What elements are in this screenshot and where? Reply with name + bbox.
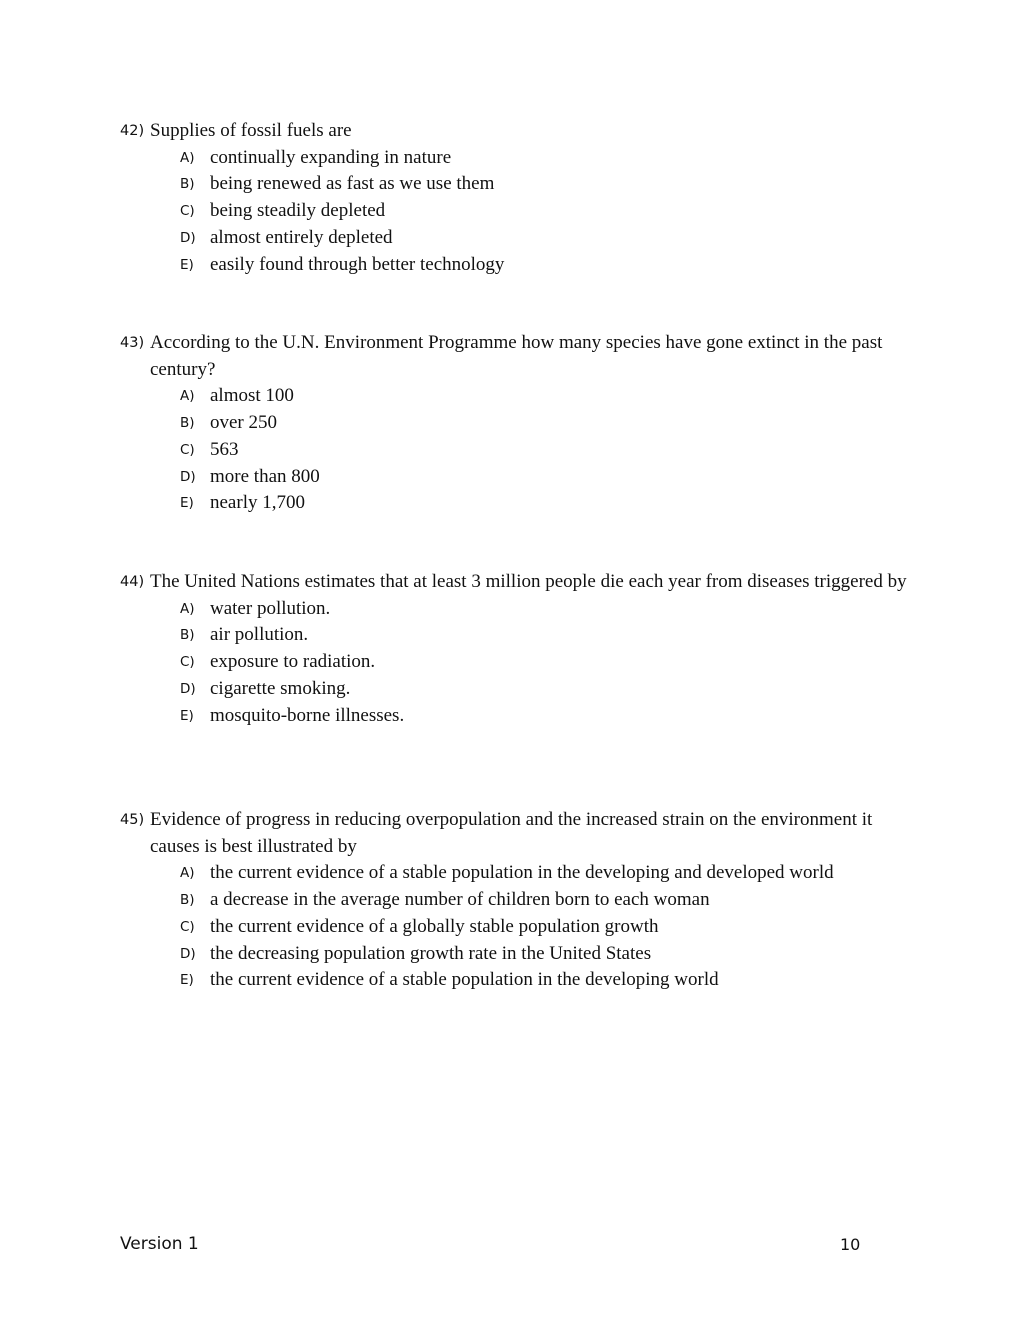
option-text: 563	[210, 438, 239, 460]
option-letter: D)	[180, 468, 196, 485]
answer-option	[120, 225, 910, 252]
answer-option	[120, 967, 910, 994]
option-text: the current evidence of a stable population in the developing world	[210, 969, 719, 991]
answer-option	[120, 198, 910, 225]
option-text: the current evidence of a stable population in the developing and developed world	[210, 862, 834, 884]
option-letter: C)	[180, 203, 195, 220]
answer-option	[120, 860, 910, 887]
question-44	[120, 569, 910, 729]
answer-option	[120, 703, 910, 730]
question-number: 42)	[120, 123, 145, 139]
answer-option	[120, 145, 910, 172]
answer-options	[120, 860, 910, 994]
option-letter: D)	[180, 229, 196, 246]
option-text: air pollution.	[210, 624, 309, 646]
question-43	[120, 330, 910, 517]
answer-options	[120, 145, 910, 279]
option-text: a decrease in the average number of children born to each woman	[210, 889, 710, 911]
answer-option	[120, 490, 910, 517]
question-number: 45)	[120, 812, 145, 828]
option-text: easily found through better technology	[210, 253, 505, 275]
question-stem	[120, 118, 910, 145]
question-number: 44)	[120, 574, 145, 590]
option-text: the decreasing population growth rate in the United States	[210, 942, 652, 964]
option-text: mosquito-borne illnesses.	[210, 704, 405, 726]
option-letter: A)	[180, 865, 195, 882]
question-45	[120, 807, 910, 994]
option-text: nearly 1,700	[210, 492, 305, 514]
option-letter: E)	[180, 256, 194, 273]
footer-page-number: 10	[840, 1235, 861, 1254]
option-text: the current evidence of a globally stable population growth	[210, 915, 659, 937]
option-letter: B)	[180, 627, 195, 644]
question-stem	[120, 330, 910, 383]
option-text: water pollution.	[210, 597, 331, 619]
option-letter: D)	[180, 680, 196, 697]
answer-option	[120, 649, 910, 676]
answer-option	[120, 887, 910, 914]
question-42	[120, 118, 910, 278]
answer-option	[120, 622, 910, 649]
option-letter: A)	[180, 600, 195, 617]
answer-option	[120, 914, 910, 941]
answer-option	[120, 676, 910, 703]
option-letter: B)	[180, 176, 195, 193]
question-text: Evidence of progress in reducing overpopulation and the increased strain on the environment it causes is best illustrated by	[150, 809, 873, 857]
option-letter: A)	[180, 149, 195, 166]
option-letter: B)	[180, 892, 195, 909]
option-letter: B)	[180, 415, 195, 432]
question-text: Supplies of fossil fuels are	[150, 120, 352, 141]
option-text: being renewed as fast as we use them	[210, 173, 495, 195]
answer-option	[120, 437, 910, 464]
answer-option	[120, 252, 910, 279]
option-text: over 250	[210, 412, 278, 434]
option-letter: E)	[180, 972, 194, 989]
option-text: cigarette smoking.	[210, 677, 351, 699]
option-text: exposure to radiation.	[210, 651, 376, 673]
answer-option	[120, 410, 910, 437]
option-letter: A)	[180, 388, 195, 405]
option-letter: C)	[180, 918, 195, 935]
answer-options	[120, 383, 910, 517]
option-letter: D)	[180, 945, 196, 962]
question-stem	[120, 807, 910, 860]
answer-option	[120, 171, 910, 198]
option-text: almost 100	[210, 385, 294, 407]
option-text: almost entirely depleted	[210, 226, 393, 248]
answer-option	[120, 464, 910, 491]
option-text: continually expanding in nature	[210, 146, 452, 168]
question-number: 43)	[120, 335, 145, 351]
answer-options	[120, 596, 910, 730]
answer-option	[120, 596, 910, 623]
option-letter: E)	[180, 495, 194, 512]
footer-version: Version 1	[120, 1234, 199, 1254]
question-stem	[120, 569, 910, 596]
option-text: being steadily depleted	[210, 200, 386, 222]
option-letter: E)	[180, 707, 194, 724]
question-text: According to the U.N. Environment Programme how many species have gone extinct in the past century?	[150, 332, 883, 380]
answer-option	[120, 383, 910, 410]
question-text: The United Nations estimates that at least 3 million people die each year from diseases triggered by	[150, 571, 907, 592]
option-letter: C)	[180, 654, 195, 671]
answer-option	[120, 941, 910, 968]
option-text: more than 800	[210, 465, 320, 487]
option-letter: C)	[180, 441, 195, 458]
